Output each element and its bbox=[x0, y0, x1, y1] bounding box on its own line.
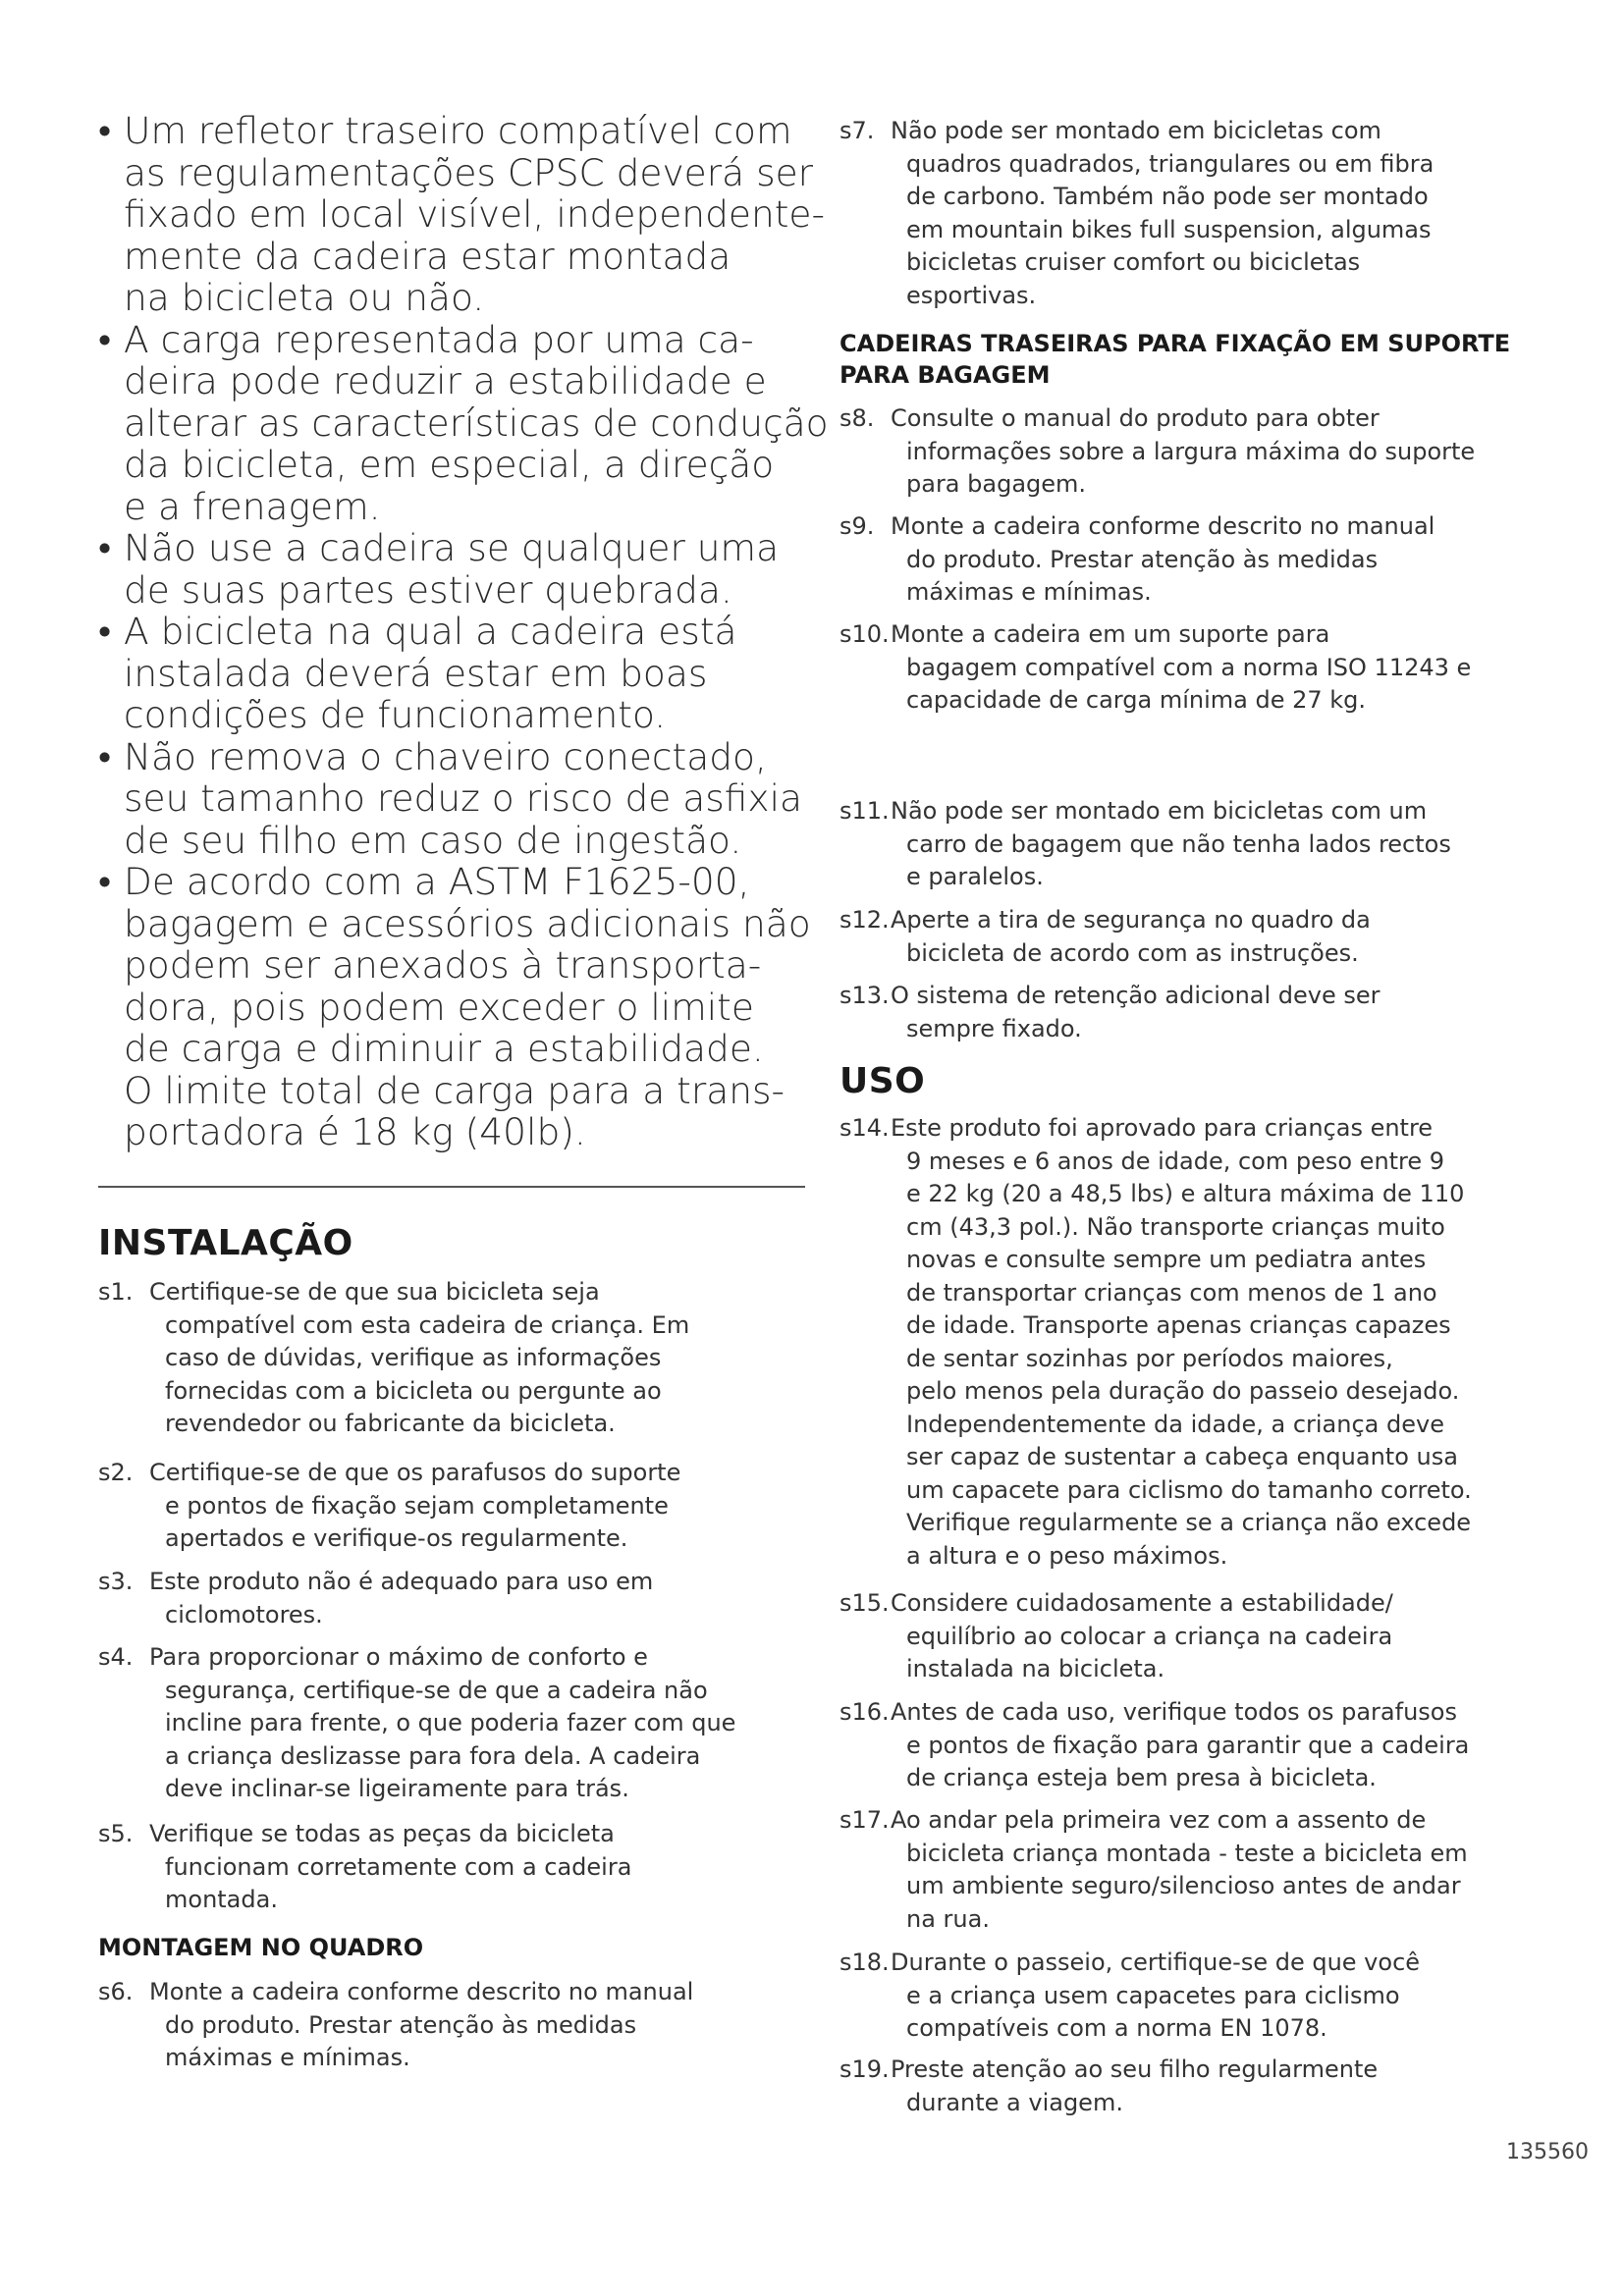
section-divider bbox=[98, 1186, 805, 1188]
instruction-item-s6: s6. Monte a cadeira conforme descrito no manual do produto. Prestar atenção às medidas máximas e mínimas. bbox=[98, 1978, 694, 2071]
instruction-item-s1: s1. Certifique-se de que sua bicicleta seja compatível com esta cadeira de criança. Em caso de dúvidas, verifique as informações fornecidas com a bicicleta ou pergunte ao revendedor ou fabricante da bicicleta. bbox=[98, 1278, 690, 1437]
instruction-item-s4: s4. Para proporcionar o máximo de conforto e segurança, certifique-se de que a cadeira não incline para frente, o que poderia fazer com que a criança deslizasse para fora dela. A cadeira deve inclinar-se ligeiramente para trás. bbox=[98, 1643, 736, 1802]
instruction-item-s12: s12.Aperte a tira de segurança no quadro da bicicleta de acordo com as instruções. bbox=[839, 906, 1371, 967]
bullet-item: • Não use a cadeira se qualquer uma de suas partes estiver quebrada. bbox=[98, 526, 780, 612]
instruction-item-s9: s9. Monte a cadeira conforme descrito no manual do produto. Prestar atenção às medidas máximas e mínimas. bbox=[839, 512, 1435, 606]
frame-mount-heading: MONTAGEM NO QUADRO bbox=[98, 1934, 424, 1961]
instruction-item-s18: s18.Durante o passeio, certifique-se de que você e a criança usem capacetes para ciclismo compatíveis com a norma EN 1078. bbox=[839, 1949, 1421, 2042]
instruction-item-s8: s8. Consulte o manual do produto para obter informações sobre a largura máxima do suporte para bagagem. bbox=[839, 404, 1476, 498]
bullet-item: • Não remova o chaveiro conectado, seu tamanho reduz o risco de asfixia de seu filho em caso de ingestão. bbox=[98, 734, 802, 862]
bullet-item: • A bicicleta na qual a cadeira está instalada deverá estar em boas condições de funcionamento. bbox=[98, 610, 737, 736]
usage-heading: USO bbox=[839, 1061, 926, 1101]
bullet-item: • De acordo com a ASTM F1625-00, bagagem e acessórios adicionais não podem ser anexados à transporta- dora, pois podem exceder o limite de carga e diminuir a estabilidade. O limite total de carga para a trans- portadora é 18 kg (40lb). bbox=[98, 860, 811, 1153]
instruction-item-s19: s19.Preste atenção ao seu filho regularmente durante a viagem. bbox=[839, 2056, 1379, 2116]
bullet-item: • A carga representada por uma ca- deira pode reduzir a estabilidade e alterar as características de condução da bicicleta, em especial, a direção e a frenagem. bbox=[98, 317, 829, 528]
instruction-item-s10: s10.Monte a cadeira em um suporte para bagagem compatível com a norma ISO 11243 e capacidade de carga mínima de 27 kg. bbox=[839, 620, 1472, 714]
instruction-item-s7: s7. Não pode ser montado em bicicletas com quadros quadrados, triangulares ou em fibra de carbono. Também não pode ser montado em mountain bikes full suspension, algumas bicicletas cruiser comfort ou bicicletas esportivas. bbox=[839, 117, 1435, 309]
safety-bullet-list bbox=[98, 109, 829, 1153]
installation-heading: INSTALAÇÃO bbox=[98, 1223, 353, 1263]
instruction-item-s2: s2. Certifique-se de que os parafusos do suporte e pontos de fixação sejam completamente apertados e verifique-os regularmente. bbox=[98, 1459, 681, 1552]
instruction-item-s13: s13.O sistema de retenção adicional deve ser sempre fixado. bbox=[839, 982, 1380, 1042]
instruction-item-s16: s16.Antes de cada uso, verifique todos os parafusos e pontos de fixação para garantir que a cadeira de criança esteja bem presa à bicicleta. bbox=[839, 1698, 1470, 1791]
instruction-item-s17: s17.Ao andar pela primeira vez com a assento de bicicleta criança montada - teste a bicicleta em um ambiente seguro/silencioso antes de andar na rua. bbox=[839, 1806, 1468, 1933]
bullet-item: • Um refletor traseiro compatível com as regulamentações CPSC deverá ser fixado em local visível, independente- mente da cadeira estar montada na bicicleta ou não. bbox=[98, 109, 826, 319]
instruction-item-s15: s15.Considere cuidadosamente a estabilidade/ equilíbrio ao colocar a criança na cadeira instalada na bicicleta. bbox=[839, 1589, 1393, 1682]
instruction-item-s3: s3. Este produto não é adequado para uso em ciclomotores. bbox=[98, 1568, 654, 1629]
instruction-item-s14: s14.Este produto foi aprovado para crianças entre 9 meses e 6 anos de idade, com peso entre 9 e 22 kg (20 a 48,5 lbs) e altura máxima de 110 cm (43,3 pol.). Não transporte crianças muito novas e consulte sempre um pediatra antes de transportar crianças com menos de 1 ano de idade. Transporte apenas crianças capazes de sentar sozinhas por períodos maiores, pelo menos pela duração do passeio desejado. Independentemente da idade, a criança deve ser capaz de sustentar a cabeça enquanto usa um capacete para ciclismo do tamanho correto. Verifique regularmente se a criança não excede a altura e o peso máximos. bbox=[839, 1114, 1472, 1570]
instruction-item-s11: s11.Não pode ser montado em bicicletas com um carro de bagagem que não tenha lados rectos e paralelos. bbox=[839, 797, 1451, 890]
instruction-item-s5: s5. Verifique se todas as peças da bicicleta funcionam corretamente com a cadeira montada. bbox=[98, 1820, 632, 1913]
document-code: 135560 bbox=[1506, 2140, 1589, 2164]
rack-mount-heading: CADEIRAS TRASEIRAS PARA FIXAÇÃO EM SUPORTE PARA BAGAGEM bbox=[839, 330, 1511, 389]
